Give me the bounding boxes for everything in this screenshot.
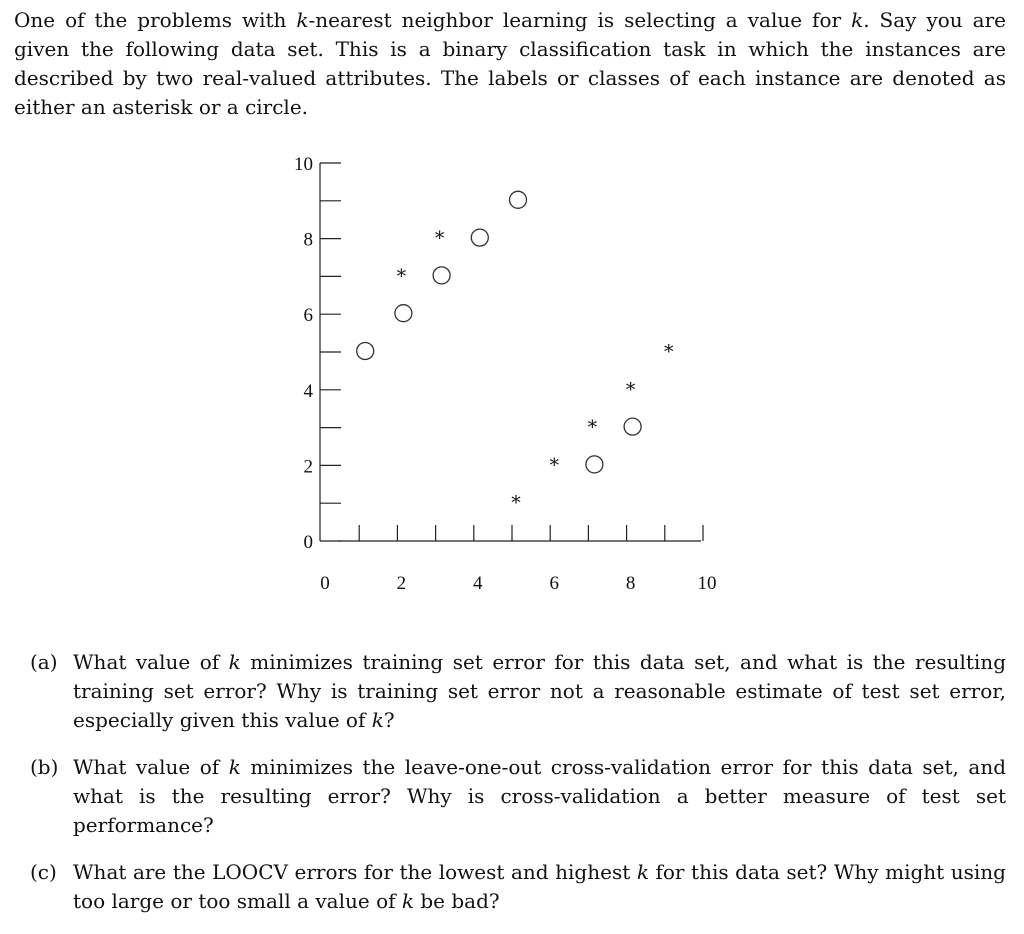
intro-text: . Say you are given the following data set. This is a binary classification task in which the instances are described by two real-valued attributes. The labels or classes of each instance are denoted as either an asterisk or a circle.	[14, 8, 1006, 119]
asterisk-point: *	[434, 227, 445, 250]
var-k: k	[296, 8, 309, 32]
scatter-plot	[0, 130, 1024, 600]
y-tick-label: 6	[303, 305, 313, 327]
question-label: (c)	[30, 860, 57, 884]
question-run: for this data set? Why might using too large or too small a value of	[73, 860, 1006, 913]
intro-paragraph	[14, 6, 1006, 122]
x-tick-label: 8	[625, 573, 636, 594]
y-tick-label: 8	[303, 229, 313, 251]
var-k: k	[371, 708, 384, 732]
question-run: be bad?	[414, 889, 500, 913]
circle-point	[395, 305, 412, 322]
question-run: What value of	[73, 650, 229, 674]
circle-point	[624, 418, 641, 435]
var-k: k	[851, 8, 864, 32]
data-points	[357, 191, 674, 514]
question-run: ?	[383, 708, 395, 732]
question-text	[73, 860, 1006, 913]
axes	[294, 154, 717, 594]
var-k: k	[228, 755, 241, 779]
y-tick-label: 2	[303, 456, 313, 478]
x-tick-label: 2	[396, 573, 407, 594]
var-k: k	[636, 860, 649, 884]
asterisk-point: *	[549, 454, 559, 477]
question-run: minimizes training set error for this data set, and what is the resulting training set error? Why is training set error not a reasonable estimate of test set error, especially given this value of	[73, 650, 1006, 732]
asterisk-point: *	[587, 416, 598, 439]
x-tick-label: 0	[320, 573, 330, 594]
intro-text: One of the problems with	[14, 8, 297, 32]
x-tick-label: 6	[549, 573, 559, 594]
x-tick-label: 4	[473, 573, 483, 594]
circle-point	[357, 343, 374, 360]
asterisk-point: *	[396, 265, 407, 288]
x-tick-label: 10	[697, 573, 717, 594]
circle-point	[433, 267, 450, 284]
asterisk-point: *	[511, 492, 521, 515]
y-tick-label: 10	[294, 154, 313, 175]
question-run: What value of	[73, 755, 229, 779]
asterisk-point: *	[625, 378, 636, 401]
y-tick-label: 4	[303, 380, 313, 402]
question-run: minimizes the leave-one-out cross-validation error for this data set, and what is the resulting error? Why is cross-validation a better measure of test set performance?	[73, 755, 1006, 837]
y-tick-label: 0	[303, 532, 313, 553]
var-k: k	[228, 650, 241, 674]
question-list	[30, 648, 1006, 934]
var-k: k	[401, 889, 414, 913]
question-run: What are the LOOCV errors for the lowest and highest	[73, 860, 637, 884]
question-a	[30, 648, 1006, 735]
question-c	[30, 858, 1006, 916]
asterisk-point: *	[664, 341, 674, 363]
question-text	[73, 650, 1006, 732]
question-text	[73, 755, 1006, 837]
question-b	[30, 753, 1006, 840]
intro-text: -nearest neighbor learning is selecting a value for	[308, 8, 852, 32]
circle-point	[586, 456, 603, 473]
circle-point	[510, 191, 527, 208]
question-label: (b)	[30, 755, 59, 779]
question-label: (a)	[30, 650, 58, 674]
circle-point	[471, 229, 488, 246]
